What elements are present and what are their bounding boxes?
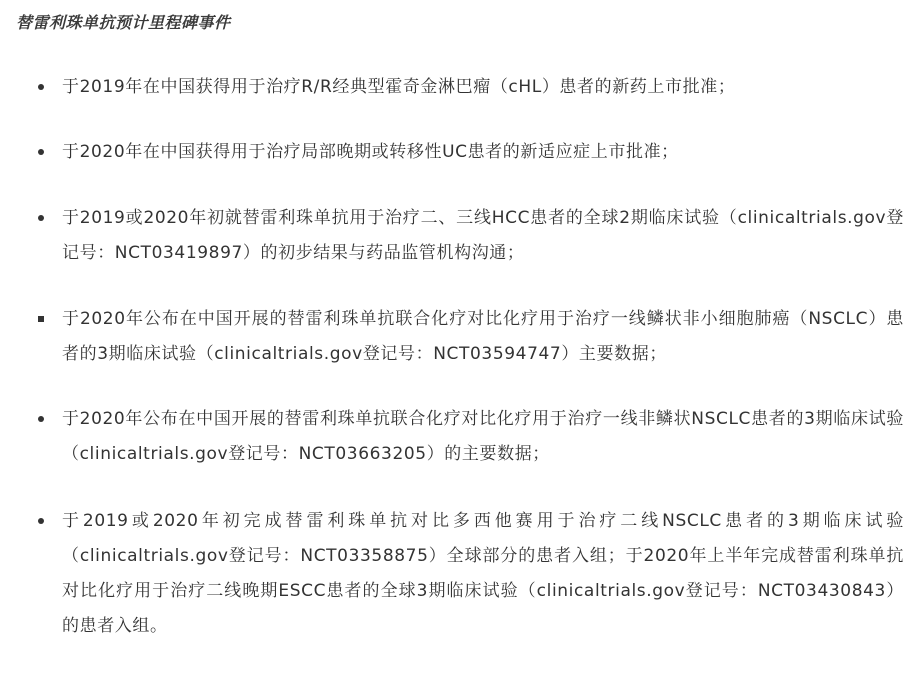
page-title: 替雷利珠单抗预计里程碑事件 bbox=[16, 13, 231, 32]
bullet-icon bbox=[38, 518, 44, 524]
bullet-icon bbox=[38, 215, 44, 221]
list-item-text: 于2019或2020年初就替雷利珠单抗用于治疗二、三线HCC患者的全球2期临床试验（clinicaltrials.gov登记号：NCT03419897）的初步结果与药品监管机构沟通； bbox=[62, 208, 904, 263]
list-item-text: 于2020年在中国获得用于治疗局部晚期或转移性UC患者的新适应症上市批准； bbox=[62, 142, 679, 162]
bullet-icon bbox=[38, 416, 44, 422]
list-item-text: 于2019或2020年初完成替雷利珠单抗对比多西他赛用于治疗二线NSCLC患者的3期临床试验（clinicaltrials.gov登记号：NCT03358875）全球部分的患者入组；于2020年上半年完成替雷利珠单抗对比化疗用于治疗二线晚期ESCC患者的全球3期临床试验（clinicaltrials.gov登记号：NCT03430843）的患者入组。 bbox=[62, 511, 904, 636]
list-item-text: 于2019年在中国获得用于治疗R/R经典型霍奇金淋巴瘤（cHL）患者的新药上市批准； bbox=[62, 77, 736, 97]
list-item-text: 于2020年公布在中国开展的替雷利珠单抗联合化疗对比化疗用于治疗一线鳞状非小细胞肺癌（NSCLC）患者的3期临床试验（clinicaltrials.gov登记号：NCT03594747）主要数据； bbox=[62, 309, 904, 364]
bullet-icon bbox=[38, 84, 44, 90]
bullet-icon bbox=[38, 316, 44, 322]
bullet-icon bbox=[38, 149, 44, 155]
list-item-text: 于2020年公布在中国开展的替雷利珠单抗联合化疗对比化疗用于治疗一线非鳞状NSCLC患者的3期临床试验（clinicaltrials.gov登记号：NCT03663205）的主要数据； bbox=[62, 409, 904, 464]
